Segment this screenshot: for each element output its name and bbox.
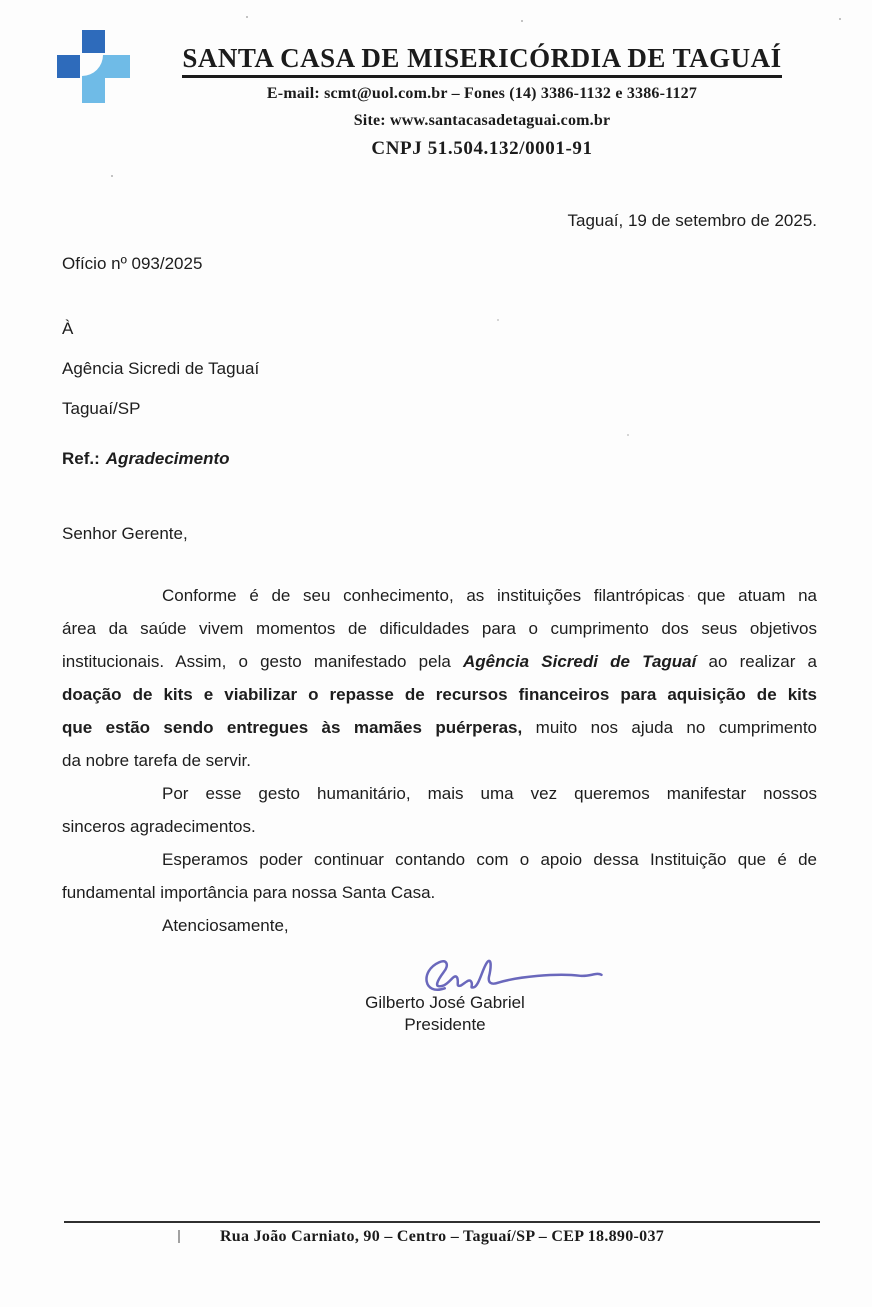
letter-paragraphs — [62, 579, 817, 909]
signature-block — [320, 946, 570, 1036]
oficio-number: Ofício nº 093/2025 — [62, 254, 203, 273]
paragraph-line: institucionais. Assim, o gesto manifestado pela Agência Sicredi de Taguaí ao realizar a — [62, 652, 817, 671]
scan-speck — [627, 434, 629, 436]
addressee-block — [62, 309, 817, 429]
date-line: Taguaí, 19 de setembro de 2025. — [567, 211, 817, 230]
email-phone-line: E-mail: scmt@uol.com.br – Fones (14) 3386-1132 e 3386-1127 — [266, 85, 698, 102]
paragraph-line: sinceros agradecimentos. — [62, 817, 256, 836]
salutation: Senhor Gerente, — [62, 524, 188, 543]
addressee-line: Taguaí/SP — [62, 399, 141, 418]
paragraph — [62, 579, 817, 777]
scan-speck — [688, 595, 690, 597]
paragraph-line: doação de kits e viabilizar o repasse de recursos financeiros para aquisição de kits — [62, 685, 817, 704]
letter-content — [62, 210, 817, 1036]
paragraph — [62, 843, 817, 909]
cnpj-line: CNPJ 51.504.132/0001-91 — [371, 138, 593, 159]
addressee-line: À — [62, 319, 74, 338]
paragraph-line: área da saúde vivem momentos de dificuldades para o cumprimento dos seus objetivos — [62, 619, 817, 638]
reference-subject: Agradecimento — [105, 449, 230, 468]
closing-line: Atenciosamente, — [162, 916, 289, 935]
letter-footer — [64, 1221, 820, 1246]
letterhead — [0, 0, 872, 160]
signer-title: Presidente — [404, 1015, 486, 1034]
footer-address: Rua João Carniato, 90 – Centro – Taguaí/SP – CEP 18.890-037 — [219, 1228, 665, 1245]
paragraph — [62, 777, 817, 843]
paragraph-line: fundamental importância para nossa Santa Casa. — [62, 883, 436, 902]
handwritten-signature — [408, 946, 618, 996]
paragraph-line: Por esse gesto humanitário, mais uma vez queremos manifestar nossos — [162, 784, 817, 803]
website-line: Site: www.santacasadetaguai.com.br — [353, 112, 611, 129]
reference-line — [62, 439, 817, 479]
reference-label: Ref.: — [62, 449, 100, 468]
scan-speck — [497, 319, 499, 321]
paragraph-line: Esperamos poder continuar contando com o apoio dessa Instituição que é de — [162, 850, 817, 869]
signer-name: Gilberto José Gabriel — [365, 993, 525, 1012]
paragraph-line: da nobre tarefa de servir. — [62, 751, 252, 770]
paragraph-line: Conforme é de seu conhecimento, as instituições filantrópicas que atuam na — [162, 586, 817, 605]
org-name: SANTA CASA DE MISERICÓRDIA DE TAGUAÍ — [182, 42, 781, 78]
paragraph-line: que estão sendo entregues às mamães puérperas, muito nos ajuda no cumprimento — [62, 718, 818, 737]
letterhead-text — [132, 42, 832, 160]
scan-speck — [111, 175, 113, 177]
santa-casa-logo-icon — [57, 30, 131, 105]
addressee-line: Agência Sicredi de Taguaí — [62, 359, 260, 378]
